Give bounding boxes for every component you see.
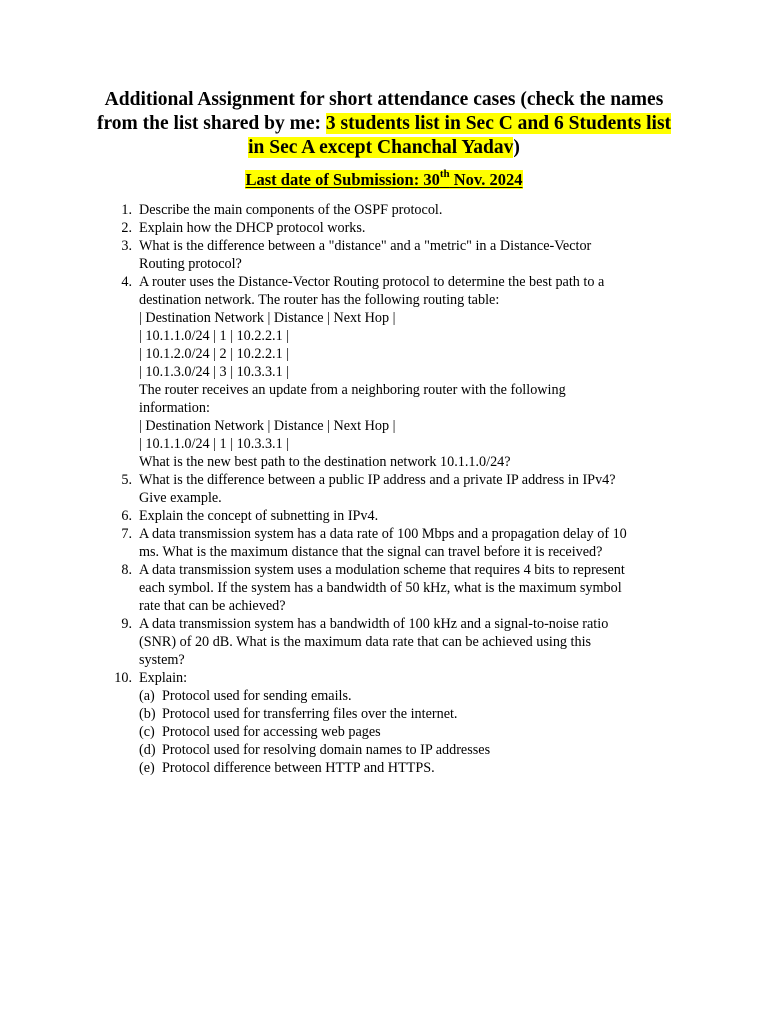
question-number: 7. xyxy=(121,526,132,542)
assignment-title xyxy=(96,88,672,160)
question-text-line: The router receives an update from a neighboring router with the following xyxy=(139,382,566,398)
question-item xyxy=(110,507,680,525)
question-text-line: rate that can be achieved? xyxy=(139,598,286,614)
sub-question-item xyxy=(139,741,680,759)
deadline-highlight xyxy=(245,167,523,189)
sub-question-text: Protocol used for resolving domain names to IP addresses xyxy=(162,742,491,758)
question-number: 1. xyxy=(121,202,132,218)
sub-question-label: (b) xyxy=(139,706,156,722)
question-text-line: system? xyxy=(139,652,185,668)
question-number: 5. xyxy=(121,472,132,488)
question-item xyxy=(110,237,680,273)
sub-question-text: Protocol difference between HTTP and HTTPS. xyxy=(162,760,435,776)
deadline-superscript: th xyxy=(439,167,450,180)
sub-question-text: Protocol used for sending emails. xyxy=(162,688,352,704)
sub-question-label: (a) xyxy=(139,688,155,704)
question-text-line: Describe the main components of the OSPF protocol. xyxy=(139,202,443,218)
question-text-line: | 10.1.1.0/24 | 1 | 10.2.2.1 | xyxy=(139,328,290,344)
question-text-line: each symbol. If the system has a bandwidth of 50 kHz, what is the maximum symbol xyxy=(139,580,622,596)
question-list xyxy=(110,201,680,777)
title-closing: ) xyxy=(513,137,520,158)
question-item xyxy=(110,219,680,237)
question-number: 3. xyxy=(121,238,132,254)
deadline-suffix: Nov. 2024 xyxy=(449,170,523,189)
question-item xyxy=(110,561,680,615)
question-text-line: A data transmission system uses a modulation scheme that requires 4 bits to represent xyxy=(139,562,625,578)
question-text-line: information: xyxy=(139,400,210,416)
question-text-line: Routing protocol? xyxy=(139,256,242,272)
question-text-line: | Destination Network | Distance | Next Hop | xyxy=(139,310,396,326)
question-item xyxy=(110,615,680,669)
submission-deadline xyxy=(96,169,672,191)
sub-question-item xyxy=(139,759,680,777)
sub-question-label: (e) xyxy=(139,760,155,776)
sub-question-list xyxy=(139,687,680,777)
question-text-line: A router uses the Distance-Vector Routing protocol to determine the best path to a xyxy=(139,274,605,290)
question-text-line: What is the difference between a public IP address and a private IP address in IPv4? xyxy=(139,472,616,488)
question-text-line: (SNR) of 20 dB. What is the maximum data rate that can be achieved using this xyxy=(139,634,592,650)
question-number: 10. xyxy=(114,670,132,686)
question-number: 4. xyxy=(121,274,132,290)
question-text-line: Explain how the DHCP protocol works. xyxy=(139,220,366,236)
question-item xyxy=(110,669,680,777)
question-number: 6. xyxy=(121,508,132,524)
question-number: 9. xyxy=(121,616,132,632)
question-text-line: Explain the concept of subnetting in IPv4. xyxy=(139,508,379,524)
sub-question-text: Protocol used for accessing web pages xyxy=(162,724,381,740)
question-text-line: | Destination Network | Distance | Next Hop | xyxy=(139,418,396,434)
question-item xyxy=(110,273,680,471)
question-number: 2. xyxy=(121,220,132,236)
question-item xyxy=(110,525,680,561)
sub-question-label: (c) xyxy=(139,724,155,740)
sub-question-item xyxy=(139,687,680,705)
sub-question-item xyxy=(139,723,680,741)
question-text-line: ms. What is the maximum distance that the signal can travel before it is received? xyxy=(139,544,603,560)
question-item xyxy=(110,471,680,507)
title-text: Additional Assignment for short attendance cases (check the names from the list shared by me: xyxy=(96,89,664,134)
question-text-line: What is the difference between a "distance" and a "metric" in a Distance-Vector xyxy=(139,238,592,254)
question-text-line: Give example. xyxy=(139,490,222,506)
sub-question-label: (d) xyxy=(139,742,156,758)
question-text-line: A data transmission system has a bandwidth of 100 kHz and a signal-to-noise ratio xyxy=(139,616,609,632)
question-item xyxy=(110,201,680,219)
sub-question-item xyxy=(139,705,680,723)
question-number: 8. xyxy=(121,562,132,578)
question-text-line: A data transmission system has a data rate of 100 Mbps and a propagation delay of 10 xyxy=(139,526,627,542)
question-text-line: | 10.1.2.0/24 | 2 | 10.2.2.1 | xyxy=(139,346,290,362)
deadline-prefix: Last date of Submission: 30 xyxy=(245,170,440,189)
question-text-line: Explain: xyxy=(139,670,188,686)
title-highlighted-text: 3 students list in Sec C and 6 Students list in Sec A except Chanchal Yadav xyxy=(248,113,672,158)
question-text-line: destination network. The router has the following routing table: xyxy=(139,292,500,308)
question-text-line: | 10.1.3.0/24 | 3 | 10.3.3.1 | xyxy=(139,364,290,380)
question-text-line: What is the new best path to the destination network 10.1.1.0/24? xyxy=(139,454,511,470)
question-text-line: | 10.1.1.0/24 | 1 | 10.3.3.1 | xyxy=(139,436,290,452)
sub-question-text: Protocol used for transferring files over the internet. xyxy=(162,706,458,722)
